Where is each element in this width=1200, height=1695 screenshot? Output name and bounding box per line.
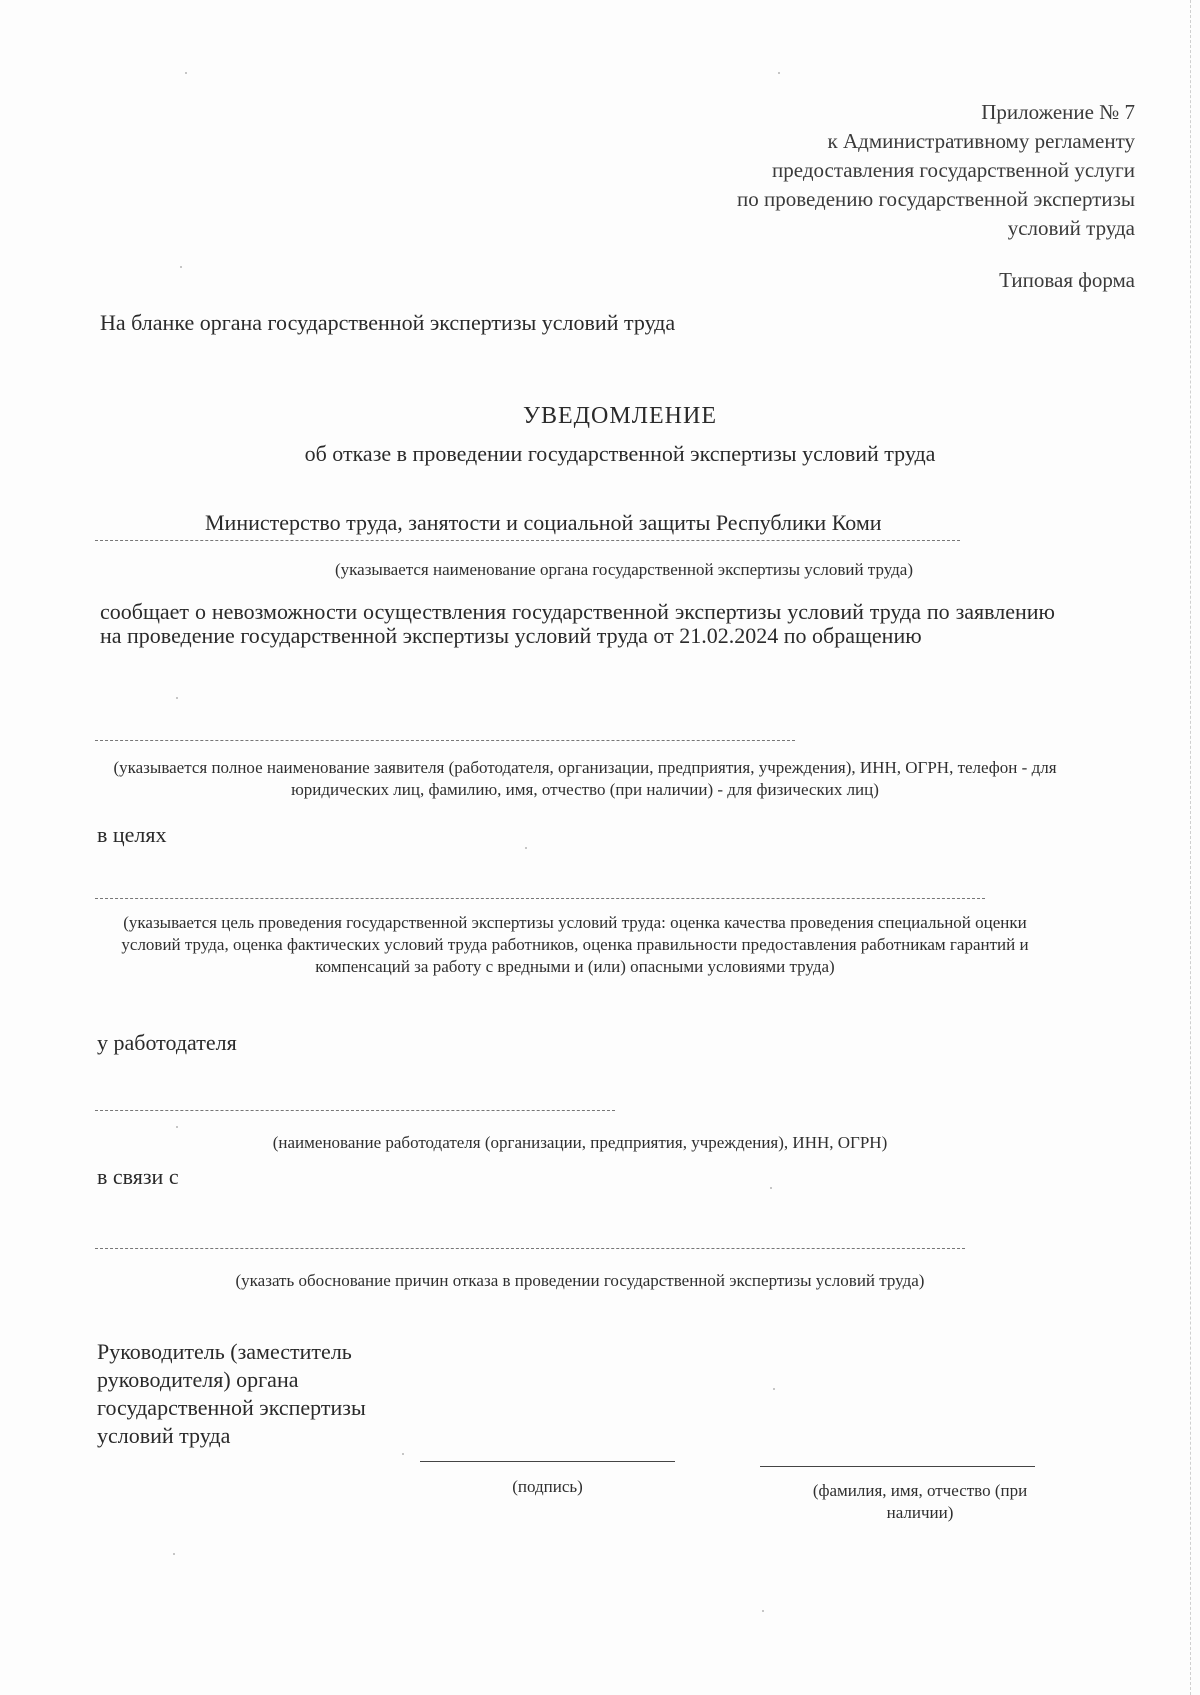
signer-line: Руководитель (заместитель bbox=[97, 1339, 352, 1364]
reason-caption: (указать обоснование причин отказа в проведении государственной экспертизы условий труда) bbox=[235, 1271, 925, 1290]
name-caption: (фамилия, имя, отчество (при наличии) bbox=[812, 1481, 1028, 1522]
reason-underline bbox=[95, 1248, 965, 1249]
blank-note: На бланке органа государственной экспертизы условий труда bbox=[100, 310, 676, 335]
signature-caption: (подпись) bbox=[512, 1477, 583, 1496]
purpose-caption: (указывается цель проведения государственной экспертизы условий труда: оценка качества проведения специальной оценки условий труда, оценка фактических условий труда работников, оценка правильности предоставления работникам гарантий и компенсаций за работу с вредными и (или) опасными условиями труда) bbox=[121, 913, 1029, 976]
document-title: УВЕДОМЛЕНИЕ bbox=[523, 403, 717, 429]
scan-speck bbox=[773, 1388, 775, 1390]
appendix-line: предоставления государственной услуги bbox=[772, 158, 1135, 182]
scan-speck bbox=[176, 697, 178, 699]
scan-speck bbox=[185, 72, 187, 74]
signature-line bbox=[420, 1461, 675, 1462]
scan-speck bbox=[762, 1610, 764, 1612]
name-line bbox=[760, 1466, 1035, 1467]
form-type-label: Типовая форма bbox=[999, 268, 1135, 292]
authority-underline bbox=[95, 540, 960, 541]
scan-speck bbox=[525, 847, 527, 849]
scan-edge-line bbox=[1190, 0, 1192, 1695]
signer-line: руководителя) органа bbox=[97, 1367, 299, 1392]
appendix-line: Приложение № 7 bbox=[981, 100, 1135, 124]
purpose-label: в целях bbox=[97, 822, 167, 847]
appendix-line: по проведению государственной экспертизы bbox=[736, 187, 1135, 211]
appendix-line: к Административному регламенту bbox=[827, 129, 1135, 153]
scan-speck bbox=[176, 1126, 178, 1128]
scan-speck bbox=[180, 266, 182, 268]
scan-speck bbox=[402, 1453, 404, 1455]
signer-line: государственной экспертизы bbox=[97, 1395, 366, 1420]
signer-line: условий труда bbox=[97, 1423, 231, 1448]
employer-underline bbox=[95, 1110, 615, 1111]
scan-speck bbox=[173, 1553, 175, 1555]
employer-label: у работодателя bbox=[97, 1030, 237, 1055]
appendix-line: условий труда bbox=[1007, 216, 1135, 240]
employer-caption: (наименование работодателя (организации, предприятия, учреждения), ИНН, ОГРН) bbox=[272, 1133, 888, 1152]
body-paragraph: сообщает о невозможности осуществления государственной экспертизы условий труда по заявлению на проведение государственной экспертизы условий труда от 21.02.2024 по обращению bbox=[100, 599, 1055, 648]
appendix-header bbox=[737, 98, 1135, 243]
scan-speck bbox=[778, 72, 780, 74]
applicant-underline bbox=[95, 740, 795, 741]
applicant-caption: (указывается полное наименование заявителя (работодателя, организации, предприятия, учреждения), ИНН, ОГРН, телефон - для юридических лиц, фамилию, имя, отчество (при наличии) - для физических лиц) bbox=[113, 758, 1057, 799]
authority-name: Министерство труда, занятости и социальной защиты Республики Коми bbox=[205, 510, 882, 535]
purpose-underline bbox=[95, 898, 985, 899]
authority-caption: (указывается наименование органа государственной экспертизы условий труда) bbox=[335, 560, 913, 579]
reason-label: в связи с bbox=[97, 1164, 179, 1189]
scan-speck bbox=[770, 1187, 772, 1189]
signer-title bbox=[97, 1338, 417, 1450]
document-subtitle: об отказе в проведении государственной экспертизы условий труда bbox=[304, 441, 936, 466]
